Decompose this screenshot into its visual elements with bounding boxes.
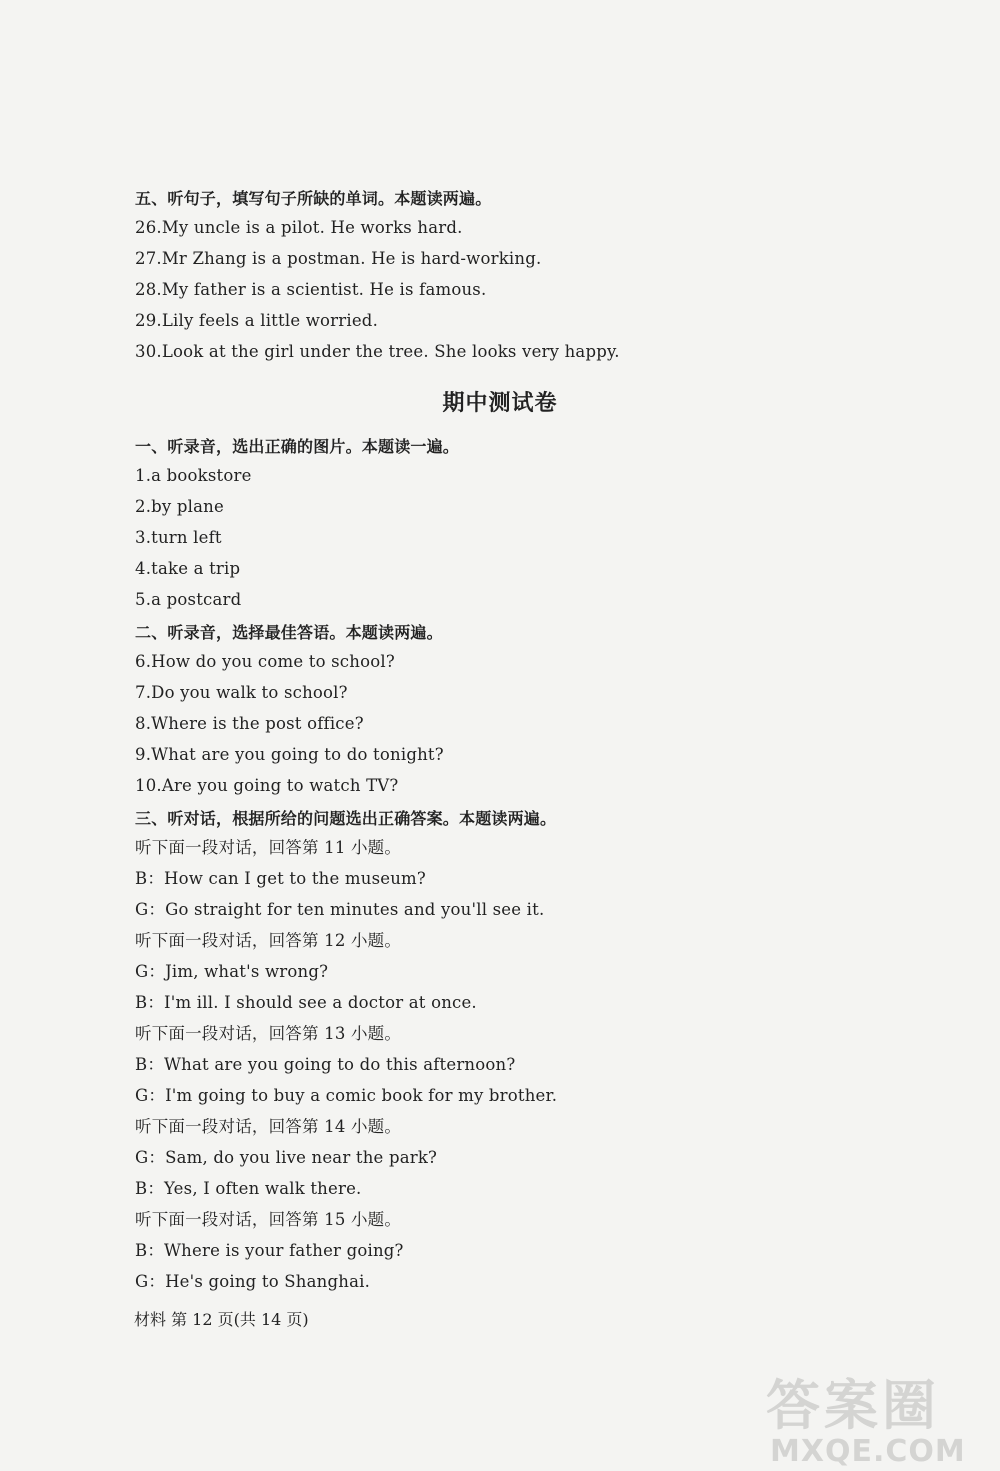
dialogue-13-line-1: B：What are you going to do this afternoon? [135,1055,516,1074]
dialogue-13-intro: 听下面一段对话，回答第 13 小题。 [135,1024,402,1043]
page-footer: 材料 第 12 页(共 14 页) [134,1310,309,1329]
item-8: 8.Where is the post office? [135,714,364,733]
item-3: 3.turn left [135,528,222,547]
section-5-heading: 五、听句子，填写句子所缺的单词。本题读两遍。 [135,189,492,208]
part-2-heading: 二、听录音，选择最佳答语。本题读两遍。 [135,623,443,642]
item-10: 10.Are you going to watch TV? [135,776,399,795]
dialogue-12-intro: 听下面一段对话，回答第 12 小题。 [135,931,402,950]
dialogue-11-line-1: B：How can I get to the museum? [135,869,426,888]
midterm-title: 期中测试卷 [442,391,558,416]
sentence-29: 29.Lily feels a little worried. [135,311,379,330]
item-2: 2.by plane [135,497,224,516]
dialogue-11-line-2: G：Go straight for ten minutes and you'll see it. [135,900,545,919]
dialogue-15-line-1: B：Where is your father going? [135,1241,404,1260]
part-3-heading: 三、听对话，根据所给的问题选出正确答案。本题读两遍。 [135,809,557,828]
part-1-heading: 一、听录音，选出正确的图片。本题读一遍。 [135,437,460,456]
dialogue-15-line-2: G：He's going to Shanghai. [135,1272,371,1291]
sentence-28: 28.My father is a scientist. He is famous. [135,280,487,299]
item-7: 7.Do you walk to school? [135,683,348,702]
dialogue-14-line-2: B：Yes, I often walk there. [135,1179,362,1198]
dialogue-13-line-2: G：I'm going to buy a comic book for my brother. [135,1086,558,1105]
item-6: 6.How do you come to school? [135,652,395,671]
dialogue-15-intro: 听下面一段对话，回答第 15 小题。 [135,1210,402,1229]
sentence-27: 27.Mr Zhang is a postman. He is hard-working. [135,249,542,268]
dialogue-12-line-2: B：I'm ill. I should see a doctor at once. [135,993,477,1012]
dialogue-12-line-1: G：Jim, what's wrong? [135,962,329,981]
watermark-cn: 答案圈 [766,1374,940,1437]
item-5: 5.a postcard [135,590,242,609]
item-9: 9.What are you going to do tonight? [135,745,444,764]
watermark-en: MXQE.COM [770,1434,966,1469]
dialogue-11-intro: 听下面一段对话，回答第 11 小题。 [135,838,402,857]
sentence-26: 26.My uncle is a pilot. He works hard. [135,218,463,237]
dialogue-14-line-1: G：Sam, do you live near the park? [135,1148,438,1167]
watermark-logo [730,1374,988,1470]
dialogue-14-intro: 听下面一段对话，回答第 14 小题。 [135,1117,402,1136]
sentence-30: 30.Look at the girl under the tree. She looks very happy. [135,342,620,361]
item-4: 4.take a trip [135,559,241,578]
item-1: 1.a bookstore [135,466,252,485]
